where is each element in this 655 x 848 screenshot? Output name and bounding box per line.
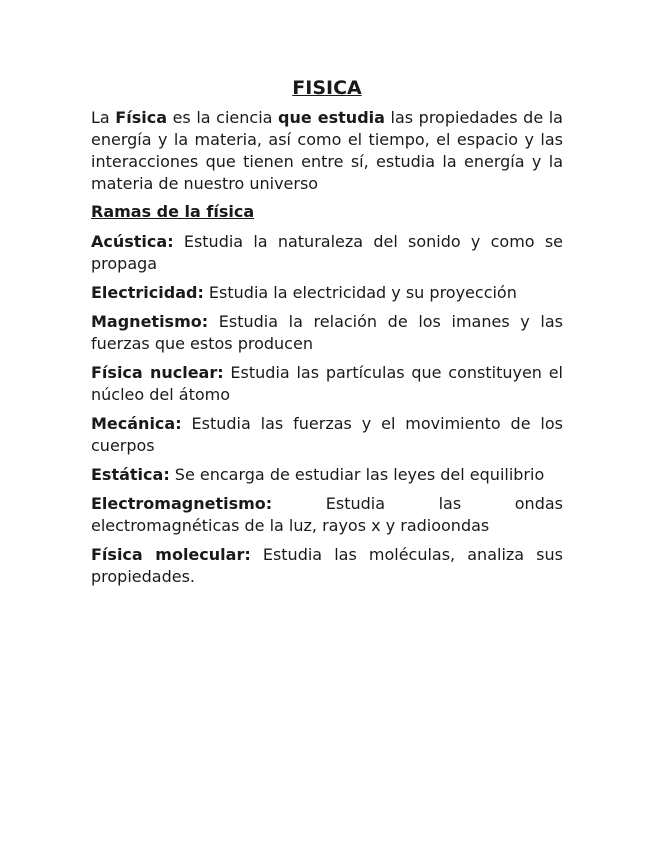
branch-description: Se encarga de estudiar las leyes del equilibrio xyxy=(169,465,545,484)
intro-bold-que-estudia: que estudia xyxy=(278,108,385,127)
branch-term: Mecánica: xyxy=(91,414,182,433)
branches-heading: Ramas de la física xyxy=(91,202,255,221)
intro-bold-fisica: Física xyxy=(115,108,167,127)
branch-description: Estudia la relación de los imanes y las fuerzas que estos producen xyxy=(91,312,563,353)
branch-term: Estática: xyxy=(91,465,170,484)
intro-text-3: las propiedades de la energía y la materia, así como el tiempo, el espacio y las interacciones que tienen entre sí, estudia la energía y la materia de nuestro universo xyxy=(91,108,563,193)
branch-description: Estudia las ondas electromagnéticas de la luz, rayos x y radioondas xyxy=(91,494,563,535)
branch-item-electromagnetismo xyxy=(91,493,563,537)
branch-description: Estudia la electricidad y su proyección xyxy=(203,283,517,302)
branch-description: Estudia las moléculas, analiza sus propiedades. xyxy=(91,545,563,586)
branch-term: Física molecular: xyxy=(91,545,251,564)
branch-item-magnetismo xyxy=(91,311,563,355)
intro-text-2: es la ciencia xyxy=(167,108,279,127)
branch-description: Estudia la naturaleza del sonido y como se propaga xyxy=(91,232,563,273)
branch-description: Estudia las partículas que constituyen el núcleo del átomo xyxy=(91,363,563,404)
document-page xyxy=(91,76,563,595)
intro-text-1: La xyxy=(91,108,116,127)
branch-term: Electromagnetismo: xyxy=(91,494,273,513)
branch-item-fisica-nuclear xyxy=(91,362,563,406)
branch-term: Física nuclear: xyxy=(91,363,224,382)
branch-term: Acústica: xyxy=(91,232,174,251)
branch-item-estatica xyxy=(91,464,563,486)
branch-item-mecanica xyxy=(91,413,563,457)
branch-item-acustica xyxy=(91,231,563,275)
intro-paragraph xyxy=(91,107,563,195)
branch-term: Magnetismo: xyxy=(91,312,209,331)
branch-item-fisica-molecular xyxy=(91,544,563,588)
branch-item-electricidad xyxy=(91,282,563,304)
branch-description: Estudia las fuerzas y el movimiento de los cuerpos xyxy=(91,414,563,455)
document-title: FISICA xyxy=(292,77,362,99)
branch-term: Electricidad: xyxy=(91,283,204,302)
